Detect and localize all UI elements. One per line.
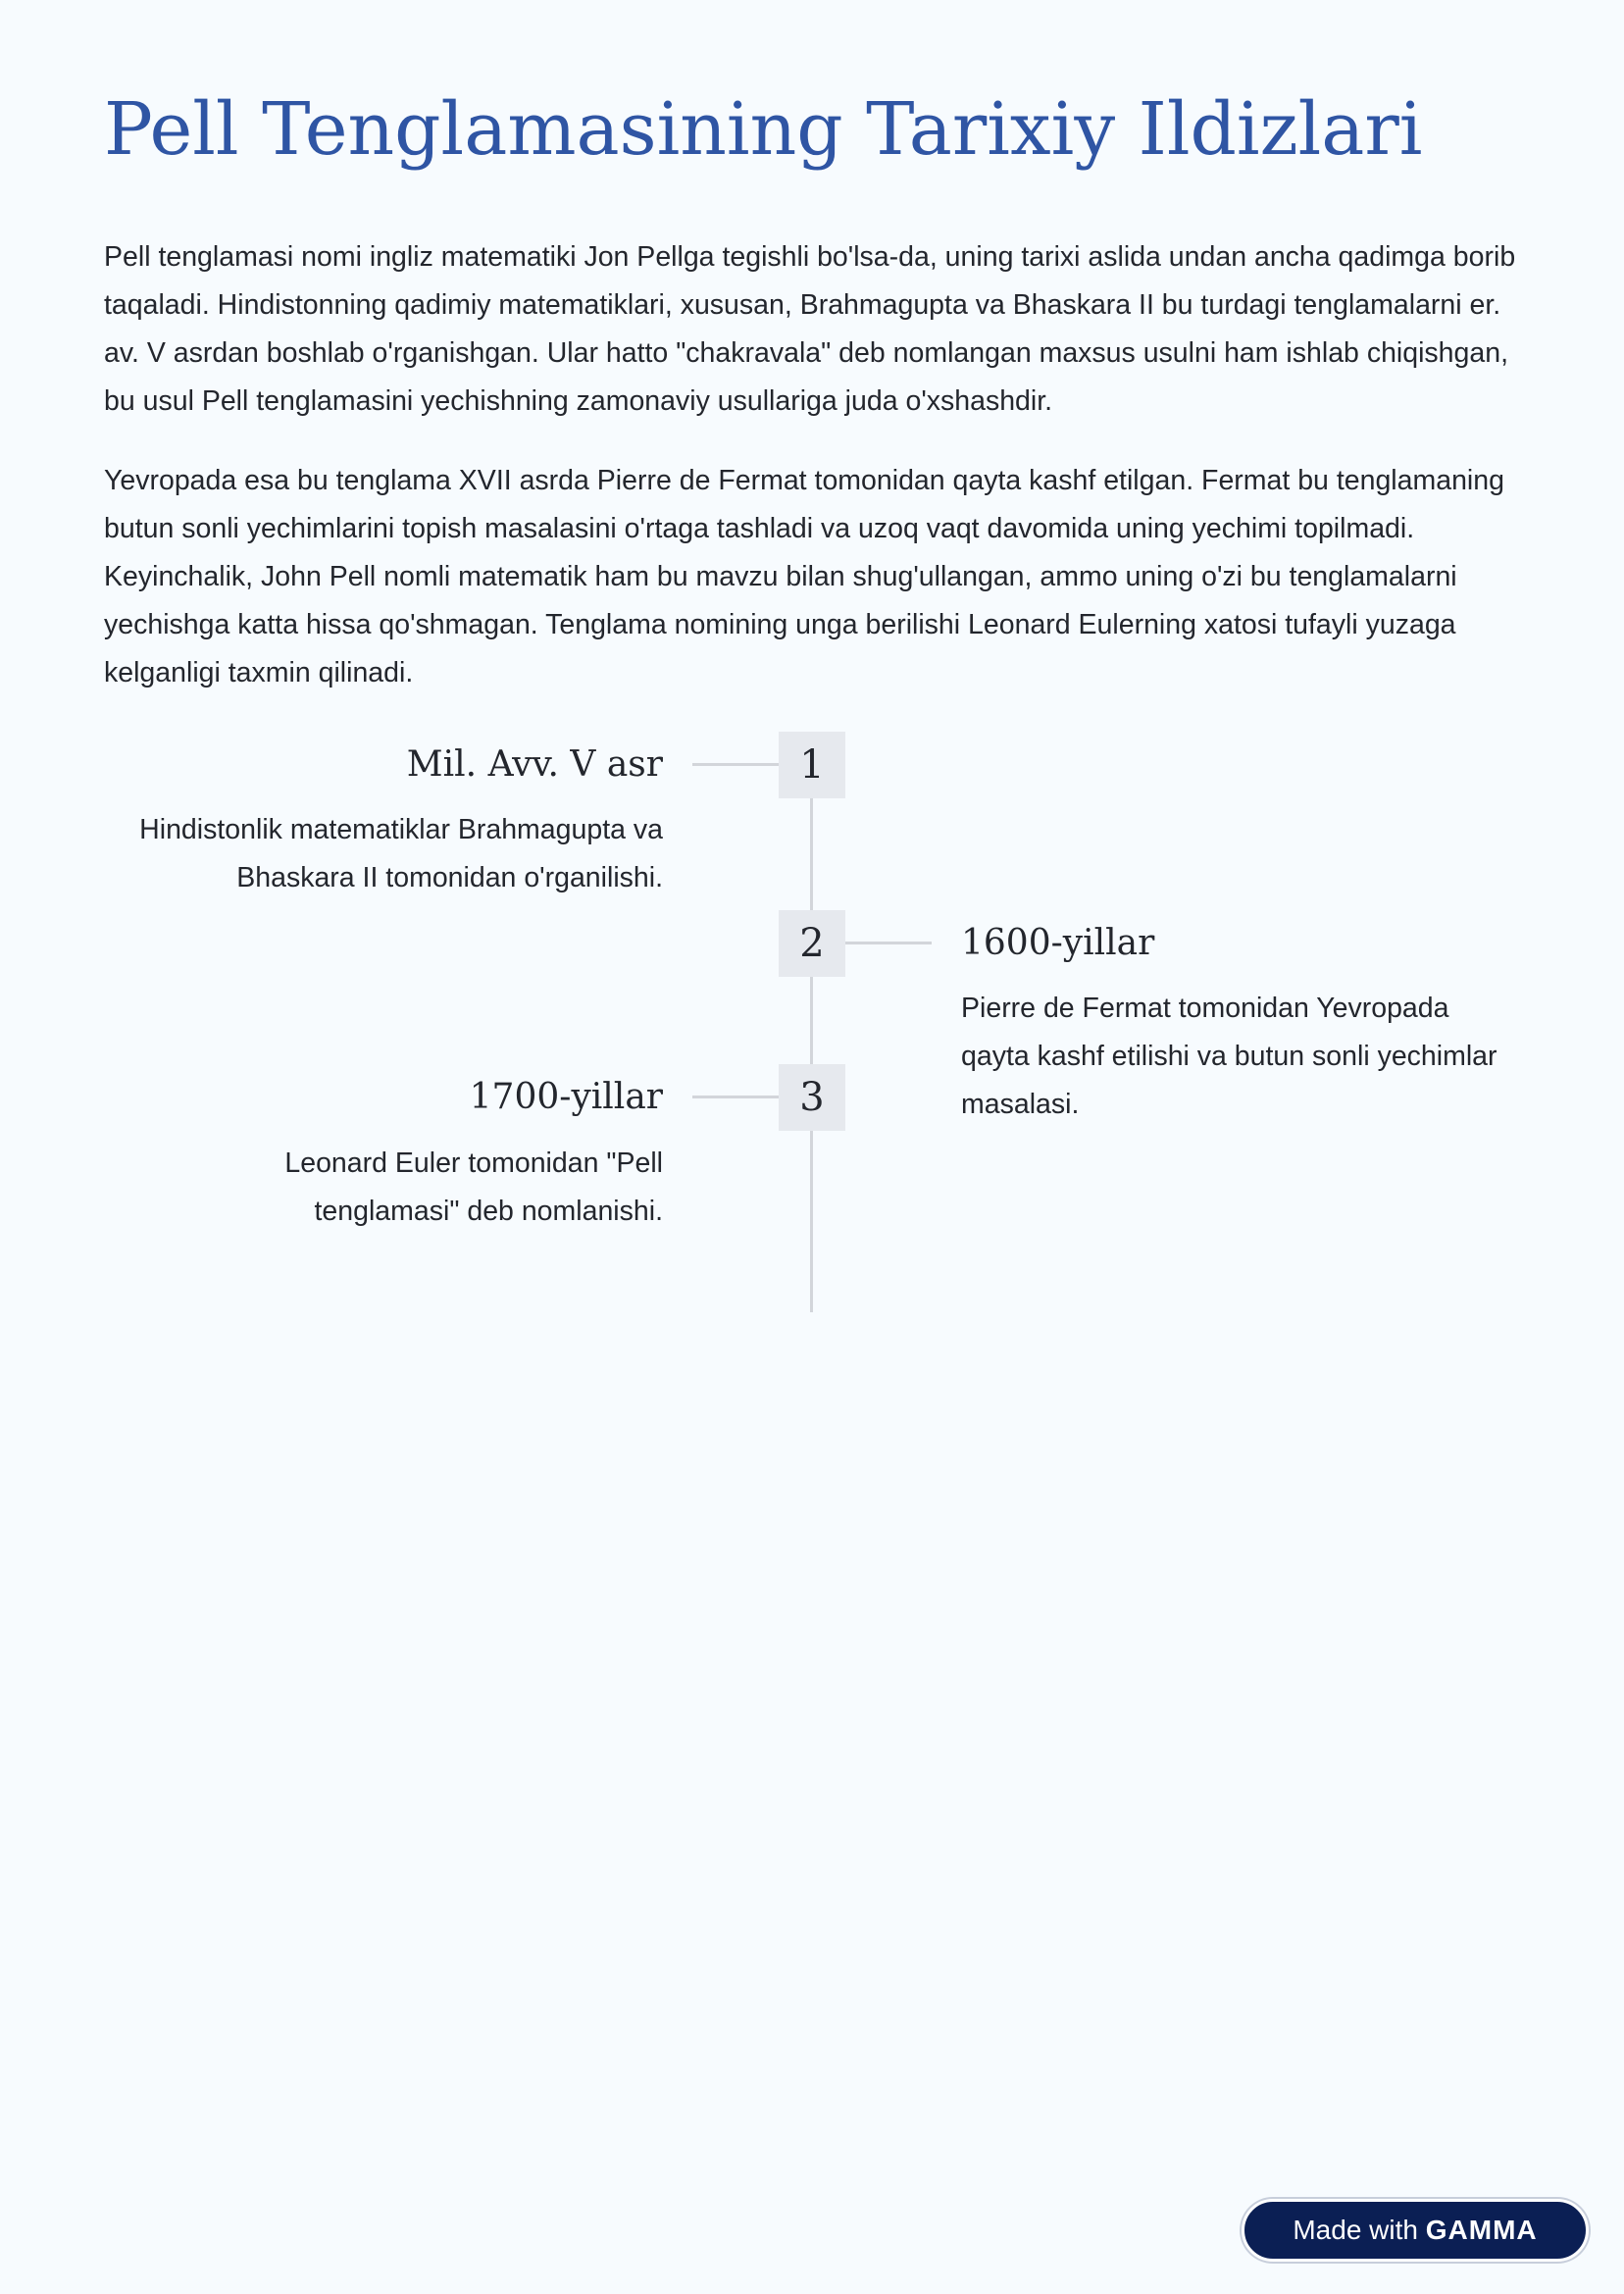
gamma-logo: GAMMA [1425, 2215, 1538, 2245]
badge-prefix: Made with [1293, 2215, 1418, 2245]
timeline-connector-2 [843, 942, 932, 944]
made-with-gamma-badge[interactable] [1242, 2199, 1589, 2262]
timeline-connector-1 [692, 763, 781, 766]
timeline-connector-3 [692, 1096, 781, 1098]
timeline-number-1: 1 [779, 732, 845, 798]
timeline-vertical-line [810, 745, 813, 1312]
timeline-number-2: 2 [779, 910, 845, 977]
timeline-title-2: 1600-yillar [961, 923, 1155, 963]
timeline-description-2: Pierre de Fermat tomonidan Yevropada qayta kashf etilishi va butun sonli yechimlar masalasi. [961, 993, 1497, 1120]
page-title: Pell Tenglamasining Tarixiy Ildizlari [104, 87, 1423, 172]
timeline-title-1: Mil. Avv. V asr [406, 744, 663, 785]
timeline-title-3: 1700-yillar [469, 1077, 663, 1117]
timeline-description-1: Hindistonlik matematiklar Brahmagupta va Bhaskara II tomonidan o'rganilishi. [139, 814, 663, 893]
timeline-description-3: Leonard Euler tomonidan "Pell tenglamasi" deb nomlanishi. [284, 1147, 663, 1227]
intro-paragraph: Pell tenglamasi nomi ingliz matematiki Jon Pellga tegishli bo'lsa-da, uning tarixi aslida undan ancha qadimga borib taqaladi. Hindistonning qadimiy matematiklari, xususan, Brahmagupta va Bhaskara II bu turdagi tenglamalarni er. av. V asrdan boshlab o'rganishgan. Ular hatto "chakravala" deb nomlangan maxsus usulni ham ishlab chiqishgan, bu usul Pell tenglamasini yechishning zamonaviy usullariga juda o'xshashdir. [104, 241, 1516, 417]
timeline-number-3: 3 [779, 1064, 845, 1131]
history-paragraph: Yevropada esa bu tenglama XVII asrda Pierre de Fermat tomonidan qayta kashf etilgan. Fermat bu tenglamaning butun sonli yechimlarini topish masalasini o'rtaga tashladi va uzoq vaqt davomida uning yechimi topilmadi. Keyinchalik, John Pell nomli matematik ham bu mavzu bilan shug'ullangan, ammo uning o'zi bu tenglamalarni yechishga katta hissa qo'shmagan. Tenglama nomining unga berilishi Leonard Eulerning xatosi tufayli yuzaga kelganligi taxmin qilinadi. [104, 465, 1504, 688]
